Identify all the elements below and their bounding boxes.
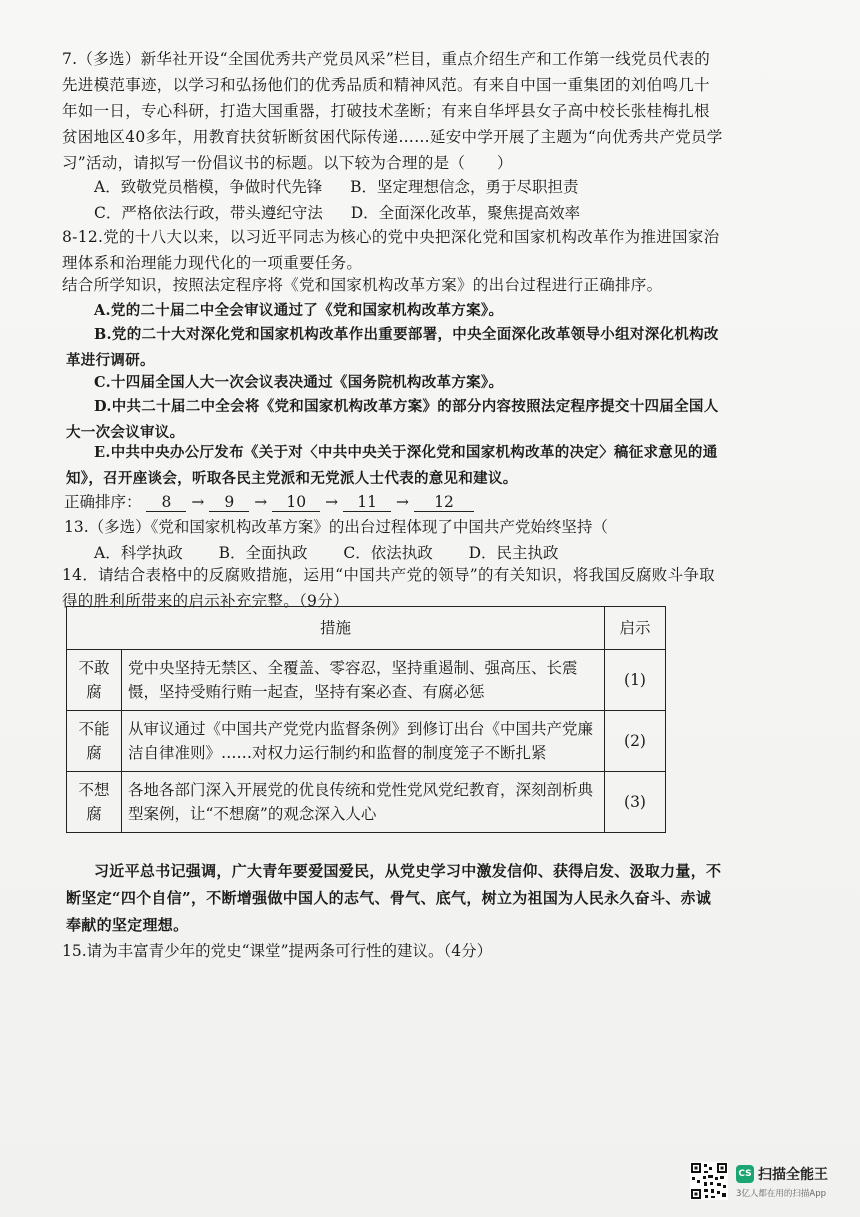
question-7-text: 7.（多选）新华社开设“全国优秀共产党员风采”栏目，重点介绍生产和工作第一线党员代表的先进模范事迹，以学习和弘扬他们的优秀品质和精神风范。有来自中国一重集团的刘伯鸣几十年如一日，专心科研，打造大国重器，打破技术垄断；有来自华坪县女子高中校长张桂梅扎根贫困地区40多年，用教育扶贫斩断贫困代际传递……延安中学开展了主题为“向优秀共产党员学习”活动，请拟写一份倡议书的标题。以下较为合理的是（ ） — [62, 50, 723, 172]
question-7-option-a: A．致敬党员楷模，争做时代先锋 — [94, 178, 323, 196]
anti-corruption-table — [66, 606, 666, 833]
scanner-watermark — [690, 1162, 840, 1202]
sequence-item-d: D.中共二十届二中全会将《党和国家机构改革方案》的部分内容按照法定程序提交十四届全国人大一次会议审议。 — [66, 398, 719, 441]
sequence-label: 正确排序： — [64, 493, 142, 511]
table-cell-type: 不敢腐 — [67, 650, 122, 711]
question-7-options-row2 — [94, 202, 580, 224]
table-cell-measure: 各地各部门深入开展党的优良传统和党性党风党纪教育，深刻剖析典型案例，让“不想腐”的观念深入人心 — [122, 772, 605, 833]
question-15-text: 15.请为丰富青少年的党史“课堂”提两条可行性的建议。（4分） — [62, 942, 493, 960]
sequence-item-c: C.十四届全国人大一次会议表决通过《国务院机构改革方案》。 — [94, 374, 504, 391]
sequence-answer-row — [64, 490, 474, 512]
table-cell-type: 不想腐 — [67, 772, 122, 833]
sequence-item-b: B.党的二十大对深化党和国家机构改革作出重要部署，中央全面深化改革领导小组对深化机构改革进行调研。 — [66, 326, 719, 369]
sequence-slot-4[interactable]: 11 — [343, 493, 391, 512]
xi-quote: 习近平总书记强调，广大青年要爱国爱民，从党史学习中激发信仰、获得启发、汲取力量，不断坚定“四个自信”，不断增强做中国人的志气、骨气、底气，树立为祖国为人民永久奋斗、赤诚奉献的坚定理想。 — [66, 862, 722, 934]
table-cell-insight[interactable]: (2) — [605, 711, 666, 772]
table-cell-insight[interactable]: (1) — [605, 650, 666, 711]
scanner-brand-name: 扫描全能王 — [758, 1167, 828, 1183]
question-7-option-c: C．严格依法行政，带头遵纪守法 — [94, 204, 323, 222]
table-header-row — [67, 607, 666, 650]
question-7-options-row1 — [94, 176, 578, 198]
sequence-slot-1[interactable]: 8 — [146, 493, 186, 512]
question-13-option-a: A．科学执政 — [94, 544, 183, 562]
table-cell-insight[interactable]: (3) — [605, 772, 666, 833]
table-row — [67, 772, 666, 833]
question-13-option-c: C．依法执政 — [343, 544, 433, 562]
question-14-text: 14．请结合表格中的反腐败措施，运用“中国共产党的领导”的有关知识，将我国反腐败斗争取得的胜利所带来的启示补充完整。（9分） — [62, 566, 715, 610]
question-8-12-instruction: 结合所学知识，按照法定程序将《党和国家机构改革方案》的出台过程进行正确排序。 — [62, 276, 663, 294]
table-cell-type: 不能腐 — [67, 711, 122, 772]
arrow-icon: → — [325, 493, 339, 511]
question-13-option-d: D．民主执政 — [468, 544, 559, 562]
table-row — [67, 711, 666, 772]
question-7-option-d: D．全面深化改革，聚焦提高效率 — [350, 204, 581, 222]
table-header-measure: 措施 — [67, 607, 605, 650]
question-7-option-b: B．坚定理想信念，勇于尽职担责 — [350, 178, 579, 196]
sequence-item-e: E.中共中央办公厅发布《关于对〈中共中央关于深化党和国家机构改革的决定〉稿征求意见的通知》，召开座谈会，听取各民主党派和无党派人士代表的意见和建议。 — [66, 444, 718, 487]
question-8-12-intro: 8-12.党的十八大以来，以习近平同志为核心的党中央把深化党和国家机构改革作为推进国家治理体系和治理能力现代化的一项重要任务。 — [62, 228, 720, 272]
sequence-item-a: A.党的二十届二中全会审议通过了《党和国家机构改革方案》。 — [94, 302, 504, 319]
question-13-options — [94, 542, 559, 564]
sequence-slot-5[interactable]: 12 — [414, 493, 474, 512]
camscanner-logo-icon: CS — [736, 1165, 754, 1183]
table-header-insight: 启示 — [605, 607, 666, 650]
scanner-brand-tagline: 3亿人都在用的扫描App — [736, 1189, 827, 1199]
question-13-text: 13.（多选）《党和国家机构改革方案》的出台过程体现了中国共产党始终坚持（ — [64, 518, 608, 536]
arrow-icon: → — [396, 493, 410, 511]
sequence-slot-3[interactable]: 10 — [272, 493, 320, 512]
table-row — [67, 650, 666, 711]
question-13-option-b: B．全面执政 — [218, 544, 308, 562]
table-cell-measure: 从审议通过《中国共产党党内监督条例》到修订出台《中国共产党廉洁自律准则》……对权力运行制约和监督的制度笼子不断扎紧 — [122, 711, 605, 772]
sequence-slot-2[interactable]: 9 — [209, 493, 249, 512]
arrow-icon: → — [191, 493, 205, 511]
qr-code-icon — [690, 1162, 728, 1200]
arrow-icon: → — [254, 493, 268, 511]
table-cell-measure: 党中央坚持无禁区、全覆盖、零容忍，坚持重遏制、强高压、长震慑，坚持受贿行贿一起查，坚持有案必查、有腐必惩 — [122, 650, 605, 711]
